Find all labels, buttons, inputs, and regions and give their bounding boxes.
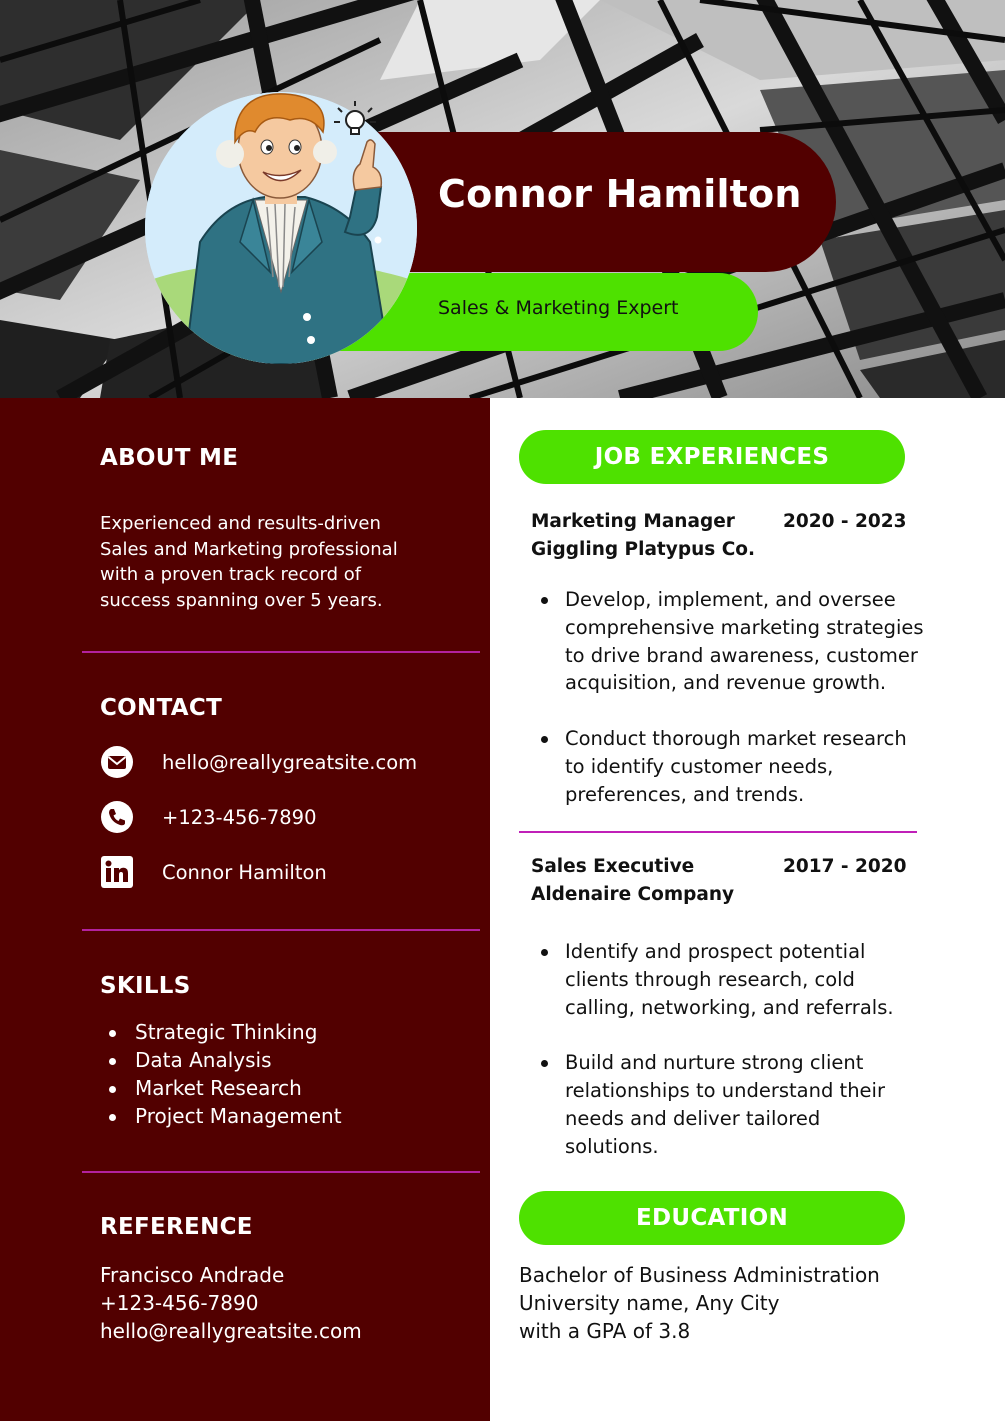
lightbulb-icon [330, 98, 380, 148]
candidate-title: Sales & Marketing Expert [438, 297, 679, 319]
contact-linkedin[interactable] [100, 855, 327, 889]
job-experiences-heading: JOB EXPERIENCES [519, 430, 905, 484]
job-company: Aldenaire Company [531, 884, 735, 905]
duty-line: comprehensive marketing strategies [565, 615, 924, 639]
duty-line: preferences, and trends. [565, 782, 805, 806]
about-text [100, 511, 398, 613]
reference-email[interactable]: hello@reallygreatsite.com [100, 1319, 362, 1343]
skill-item: Market Research [100, 1074, 342, 1102]
job-header [531, 508, 755, 564]
job-role: Sales Executive [531, 856, 695, 877]
reference-name: Francisco Andrade [100, 1263, 285, 1287]
about-line: success spanning over 5 years. [100, 589, 383, 611]
mail-icon [100, 745, 134, 779]
about-line: Sales and Marketing professional [100, 538, 398, 560]
job-divider [519, 831, 917, 833]
duty-line: Identify and prospect potential [565, 940, 866, 963]
reference-phone[interactable]: +123-456-7890 [100, 1291, 259, 1315]
email-text: hello@reallygreatsite.com [162, 750, 418, 774]
duty-line: Build and nurture strong client [565, 1051, 864, 1075]
linkedin-text: Connor Hamilton [162, 860, 327, 884]
about-line: Experienced and results-driven [100, 513, 381, 534]
duty-line: acquisition, and revenue growth. [565, 671, 887, 695]
skill-item: Data Analysis [100, 1046, 342, 1074]
section-divider [82, 651, 480, 653]
phone-text: +123-456-7890 [162, 805, 317, 829]
duty-item [538, 586, 938, 697]
header-banner [0, 0, 1005, 398]
duty-line: to identify customer needs, [565, 754, 834, 778]
skills-list [100, 1018, 342, 1130]
contact-phone[interactable] [100, 800, 317, 834]
about-heading: ABOUT ME [100, 445, 239, 471]
duty-item [538, 725, 938, 808]
contact-email[interactable] [100, 745, 418, 779]
duty-item [538, 938, 938, 1021]
section-divider [82, 1171, 480, 1173]
job-company: Giggling Platypus Co. [531, 539, 756, 560]
university: University name, Any City [519, 1291, 780, 1315]
duty-line: Conduct thorough market research [565, 727, 907, 751]
phone-icon [100, 800, 134, 834]
gpa: with a GPA of 3.8 [519, 1319, 691, 1343]
duty-line: solutions. [565, 1134, 659, 1158]
reference-details [100, 1261, 362, 1345]
duty-line: Develop, implement, and oversee [565, 588, 896, 611]
duty-line: calling, networking, and referrals. [565, 995, 894, 1019]
skills-heading: SKILLS [100, 973, 191, 999]
job-role: Marketing Manager [531, 511, 735, 532]
main-content [490, 398, 1005, 1421]
candidate-name: Connor Hamilton [438, 172, 802, 216]
contact-heading: CONTACT [100, 695, 223, 721]
job-years: 2020 - 2023 [783, 511, 907, 532]
about-line: with a proven track record of [100, 564, 362, 585]
left-sidebar [0, 398, 490, 1421]
education-heading: EDUCATION [519, 1191, 905, 1245]
education-details [519, 1261, 880, 1345]
job-duties [538, 586, 938, 809]
section-divider [82, 929, 480, 931]
duty-line: relationships to understand their [565, 1079, 885, 1103]
linkedin-icon [100, 855, 134, 889]
duty-line: to drive brand awareness, customer [565, 643, 918, 667]
duty-item [538, 1049, 938, 1160]
skill-item: Strategic Thinking [100, 1018, 342, 1046]
job-header [531, 853, 734, 909]
job-duties [538, 938, 938, 1161]
duty-line: clients through research, cold [565, 967, 855, 991]
degree: Bachelor of Business Administration [519, 1263, 880, 1287]
skill-item: Project Management [100, 1102, 342, 1130]
duty-line: needs and deliver tailored [565, 1106, 821, 1130]
job-years: 2017 - 2020 [783, 856, 907, 877]
reference-heading: REFERENCE [100, 1214, 253, 1240]
